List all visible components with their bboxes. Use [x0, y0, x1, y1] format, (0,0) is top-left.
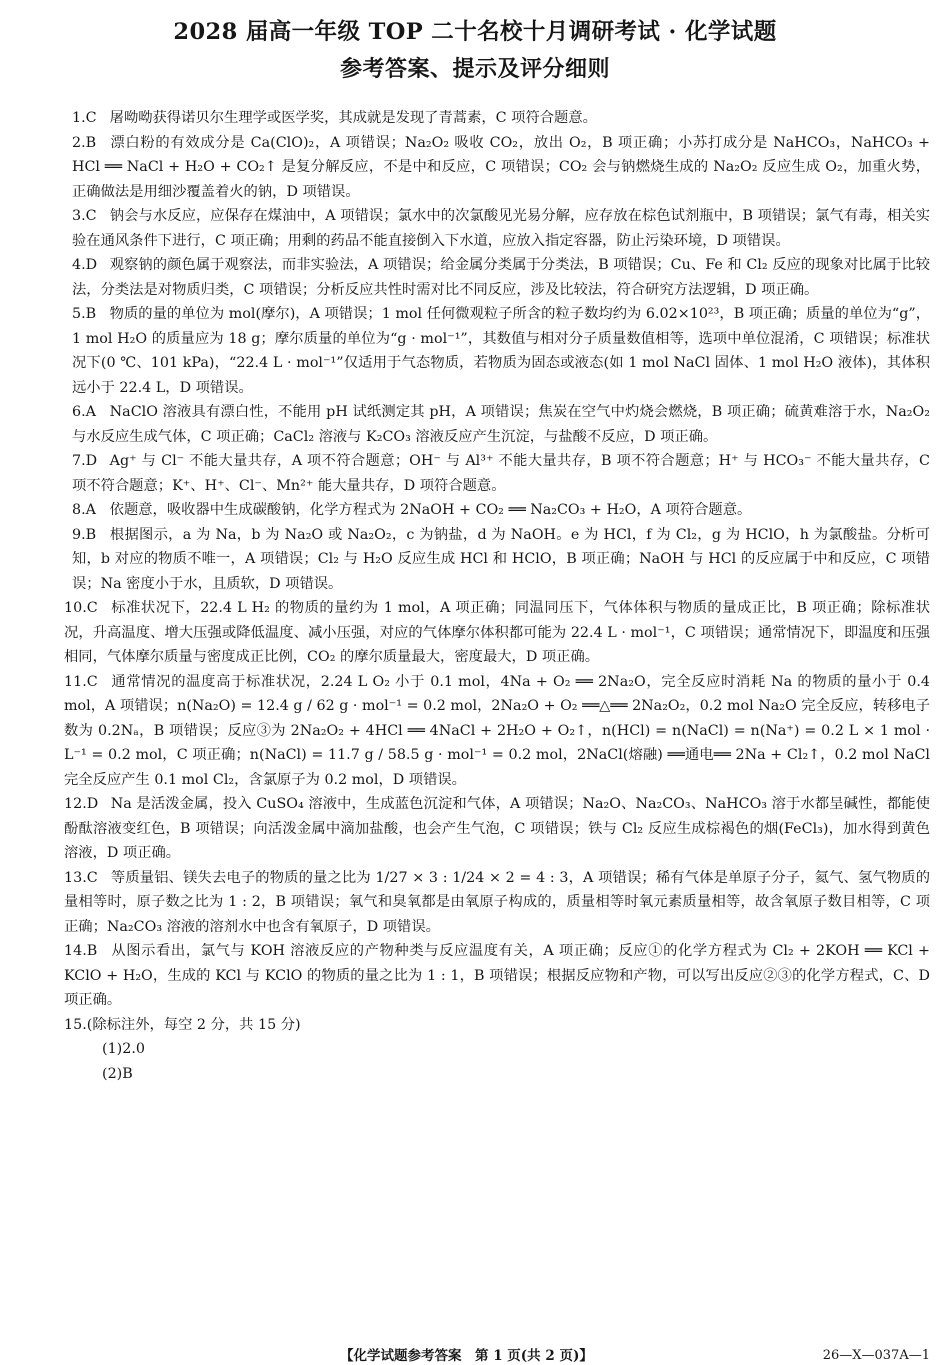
answer-item: [72, 449, 930, 498]
explanation-text: 钠会与水反应，应保存在煤油中，A 项错误；氯水中的次氯酸见光易分解，应存放在棕色试剂瓶中，B 项错误；氯气有毒，相关实验在通风条件下进行，C 项正确；用剩的药品不能直接倒入下水道，应放入指定容器，防止污染环境，D 项错误。: [72, 208, 930, 249]
answer-item: [64, 792, 930, 866]
question-number: 6.: [72, 404, 86, 420]
question-number: 7.: [72, 453, 86, 469]
explanation-text: 等质量铝、镁失去电子的物质的量之比为 1/27 × 3 : 1/24 × 2 = 4 : 3，A 项错误；稀有气体是单原子分子，氦气、氢气物质的量相等时，原子数之比为 1 : 2，B 项错误；氧气和臭氧都是由氧原子构成的，质量相等时氧元素质量相等，故含氧原子数目相等，C 项正确；Na₂CO₃ 溶液的溶剂水中也含有氧原子，D 项错误。: [64, 869, 930, 935]
answer-item: [72, 400, 930, 449]
question-number: 2.: [72, 134, 86, 151]
answer-letter: B: [85, 306, 97, 322]
question-number: 13.: [64, 869, 87, 886]
answer-letter: D: [85, 453, 98, 469]
page-subtitle: 参考答案、提示及评分细则: [339, 56, 610, 82]
answer-item: [64, 939, 930, 1013]
answer-item: [72, 131, 930, 205]
explanation-text: 标准状况下，22.4 L H₂ 的物质的量约为 1 mol，A 项正确；同温同压下，气体体积与物质的量成正比，B 项正确；除标准状况，升高温度、增大压强或降低温度、减小压强，对应的气体摩尔体积都可能为 22.4 L · mol⁻¹，C 项错误；通常情况下，即温度和压强相同，气体摩尔质量与密度成正比例，CO₂ 的摩尔质量最大，密度最大，D 项正确。: [64, 600, 930, 665]
footer-page-label: 【化学试题参考答案 第 1 页(共 2 页)】: [340, 1348, 593, 1364]
question-number: 3.: [72, 208, 86, 224]
answer-letter: B: [86, 943, 98, 959]
answer-item: [64, 596, 930, 670]
answer-letter: C: [86, 869, 98, 886]
explanation-text: 观察钠的颜色属于观察法，而非实验法，A 项错误；给金属分类属于分类法，B 项错误；Cu、Fe 和 Cl₂ 反应的现象对比属于比较法，分类法是对物质归类，C 项错误；分析反应共性时需对比不同反应，涉及比较法，符合研究方法逻辑，D 项正确。: [72, 257, 930, 298]
question-number: 14.: [64, 943, 87, 959]
answer-item: [72, 302, 930, 400]
question-number: 11.: [64, 673, 87, 690]
question-number: 1.: [72, 110, 86, 126]
answer-letter: B: [85, 134, 97, 151]
answer-letter: D: [85, 257, 98, 273]
question-number: 8.: [72, 502, 86, 518]
answer-list: [64, 106, 930, 1013]
answer-item: [64, 866, 930, 940]
question-number: 4.: [72, 257, 86, 273]
answer-item: [64, 670, 930, 793]
footer-code: 26—X—037A—1: [822, 1348, 930, 1363]
question-number: 9.: [72, 526, 86, 543]
answer-letter: A: [85, 502, 96, 518]
page-title: 2028 届高一年级 TOP 二十名校十月调研考试 · 化学试题: [173, 19, 777, 45]
answer-item: [72, 523, 930, 597]
explanation-text: 物质的量的单位为 mol(摩尔)，A 项错误；1 mol 任何微观粒子所含的粒子数均约为 6.02×10²³，B 项正确；质量的单位为“g”，1 mol H₂O 的质量应为 18 g；摩尔质量的单位为“g · mol⁻¹”，其数值与相对分子质量数值相等，选项中单位混淆，C 项错误；标准状况下(0 ℃、101 kPa)，“22.4 L · mol⁻¹”仅适用于气态物质，若物质为固态或液态(如 1 mol NaCl 固体、1 mol H₂O 液体)，其体积远小于 22.4 L，D 项错误。: [72, 306, 930, 396]
answer-letter: C: [86, 673, 98, 690]
explanation-text: NaClO 溶液具有漂白性，不能用 pH 试纸测定其 pH，A 项错误；焦炭在空气中灼烧会燃烧，B 项正确；硫黄难溶于水，Na₂O₂ 与水反应生成气体，C 项正确；CaCl₂ 溶液与 K₂CO₃ 溶液反应产生沉淀，与盐酸不反应，D 项正确。: [72, 404, 930, 445]
question-15-heading: 15.(除标注外，每空 2 分，共 15 分): [64, 1016, 301, 1033]
answer-letter: C: [86, 600, 98, 616]
question-15-answer-2: (2)B: [102, 1065, 133, 1082]
explanation-text: 依题意，吸收器中生成碳酸钠，化学方程式为 2NaOH + CO₂ ══ Na₂CO₃ + H₂O，A 项符合题意。: [109, 502, 752, 518]
answer-letter: C: [85, 110, 97, 126]
answer-letter: B: [85, 526, 97, 543]
question-number: 12.: [64, 796, 87, 812]
answer-letter: C: [85, 208, 97, 224]
explanation-text: 屠呦呦获得诺贝尔生理学或医学奖，其成就是发现了青蒿素，C 项符合题意。: [109, 110, 597, 126]
answer-item: [72, 253, 930, 302]
explanation-text: 根据图示，a 为 Na，b 为 Na₂O 或 Na₂O₂，c 为钠盐，d 为 NaOH。e 为 HCl，f 为 Cl₂，g 为 HClO，h 为氯酸盐。分析可知，b 对应的物质不唯一，A 项错误；Cl₂ 与 H₂O 反应生成 HCl 和 HClO，B 项正确；NaOH 与 HCl 的反应属于中和反应，C 项错误；Na 密度小于水，且质软，D 项错误。: [72, 526, 930, 592]
answer-item: [72, 498, 930, 523]
question-number: 5.: [72, 306, 86, 322]
explanation-text: 从图示看出，氯气与 KOH 溶液反应的产物种类与反应温度有关，A 项正确；反应①的化学方程式为 Cl₂ + 2KOH ══ KCl + KClO + H₂O，生成的 KCl 与 KClO 的物质的量之比为 1 : 1，B 项错误；根据反应物和产物，可以写出反应②③的化学方程式，C、D 项正确。: [64, 943, 930, 1008]
answer-item: [72, 106, 930, 131]
answer-letter: D: [86, 796, 99, 812]
answer-item: [72, 204, 930, 253]
question-15-answer-1: (1)2.0: [102, 1041, 145, 1057]
explanation-text: 漂白粉的有效成分是 Ca(ClO)₂，A 项错误；Na₂O₂ 吸收 CO₂，放出 O₂，B 项正确；小苏打成分是 NaHCO₃，NaHCO₃ + HCl ══ NaCl + H₂O + CO₂↑ 是复分解反应，不是中和反应，C 项错误；CO₂ 会与钠燃烧生成的 Na₂O₂ 反应生成 O₂，加重火势，正确做法是用细沙覆盖着火的钠，D 项错误。: [72, 134, 930, 200]
question-number: 10.: [64, 600, 87, 616]
explanation-text: 通常情况的温度高于标准状况，2.24 L O₂ 小于 0.1 mol，4Na + O₂ ══ 2Na₂O，完全反应时消耗 Na 的物质的量小于 0.4 mol，A 项错误；n(Na₂O) = 12.4 g / 62 g · mol⁻¹ = 0.2 mol，2Na₂O + O₂ ══△══ 2Na₂O₂，0.2 mol Na₂O 完全反应，转移电子数为 0.2Nₐ，B 项错误；反应③为 2Na₂O₂ + 4HCl ══ 4NaCl + 2H₂O + O₂↑，n(HCl) = n(NaCl) = n(Na⁺) = 0.2 L × 1 mol · L⁻¹ = 0.2 mol，C 项正确；n(NaCl) = 11.7 g / 58.5 g · mol⁻¹ = 0.2 mol，2NaCl(熔融) ══通电══ 2Na + Cl₂↑，0.2 mol NaCl 完全反应产生 0.1 mol Cl₂，含氯原子为 0.2 mol，D 项错误。: [64, 673, 930, 788]
explanation-text: Ag⁺ 与 Cl⁻ 不能大量共存，A 项不符合题意；OH⁻ 与 Al³⁺ 不能大量共存，B 项不符合题意；H⁺ 与 HCO₃⁻ 不能大量共存，C 项不符合题意；K⁺、H⁺、Cl⁻、Mn²⁺ 能大量共存，D 项符合题意。: [72, 453, 930, 494]
answer-letter: A: [85, 404, 96, 420]
explanation-text: Na 是活泼金属，投入 CuSO₄ 溶液中，生成蓝色沉淀和气体，A 项错误；Na₂O、Na₂CO₃、NaHCO₃ 溶于水都呈碱性，都能使酚酞溶液变红色，B 项错误；向活泼金属中滴加盐酸，也会产生气泡，C 项错误；铁与 Cl₂ 反应生成棕褐色的烟(FeCl₃)，加水得到黄色溶液，D 项正确。: [64, 796, 930, 861]
